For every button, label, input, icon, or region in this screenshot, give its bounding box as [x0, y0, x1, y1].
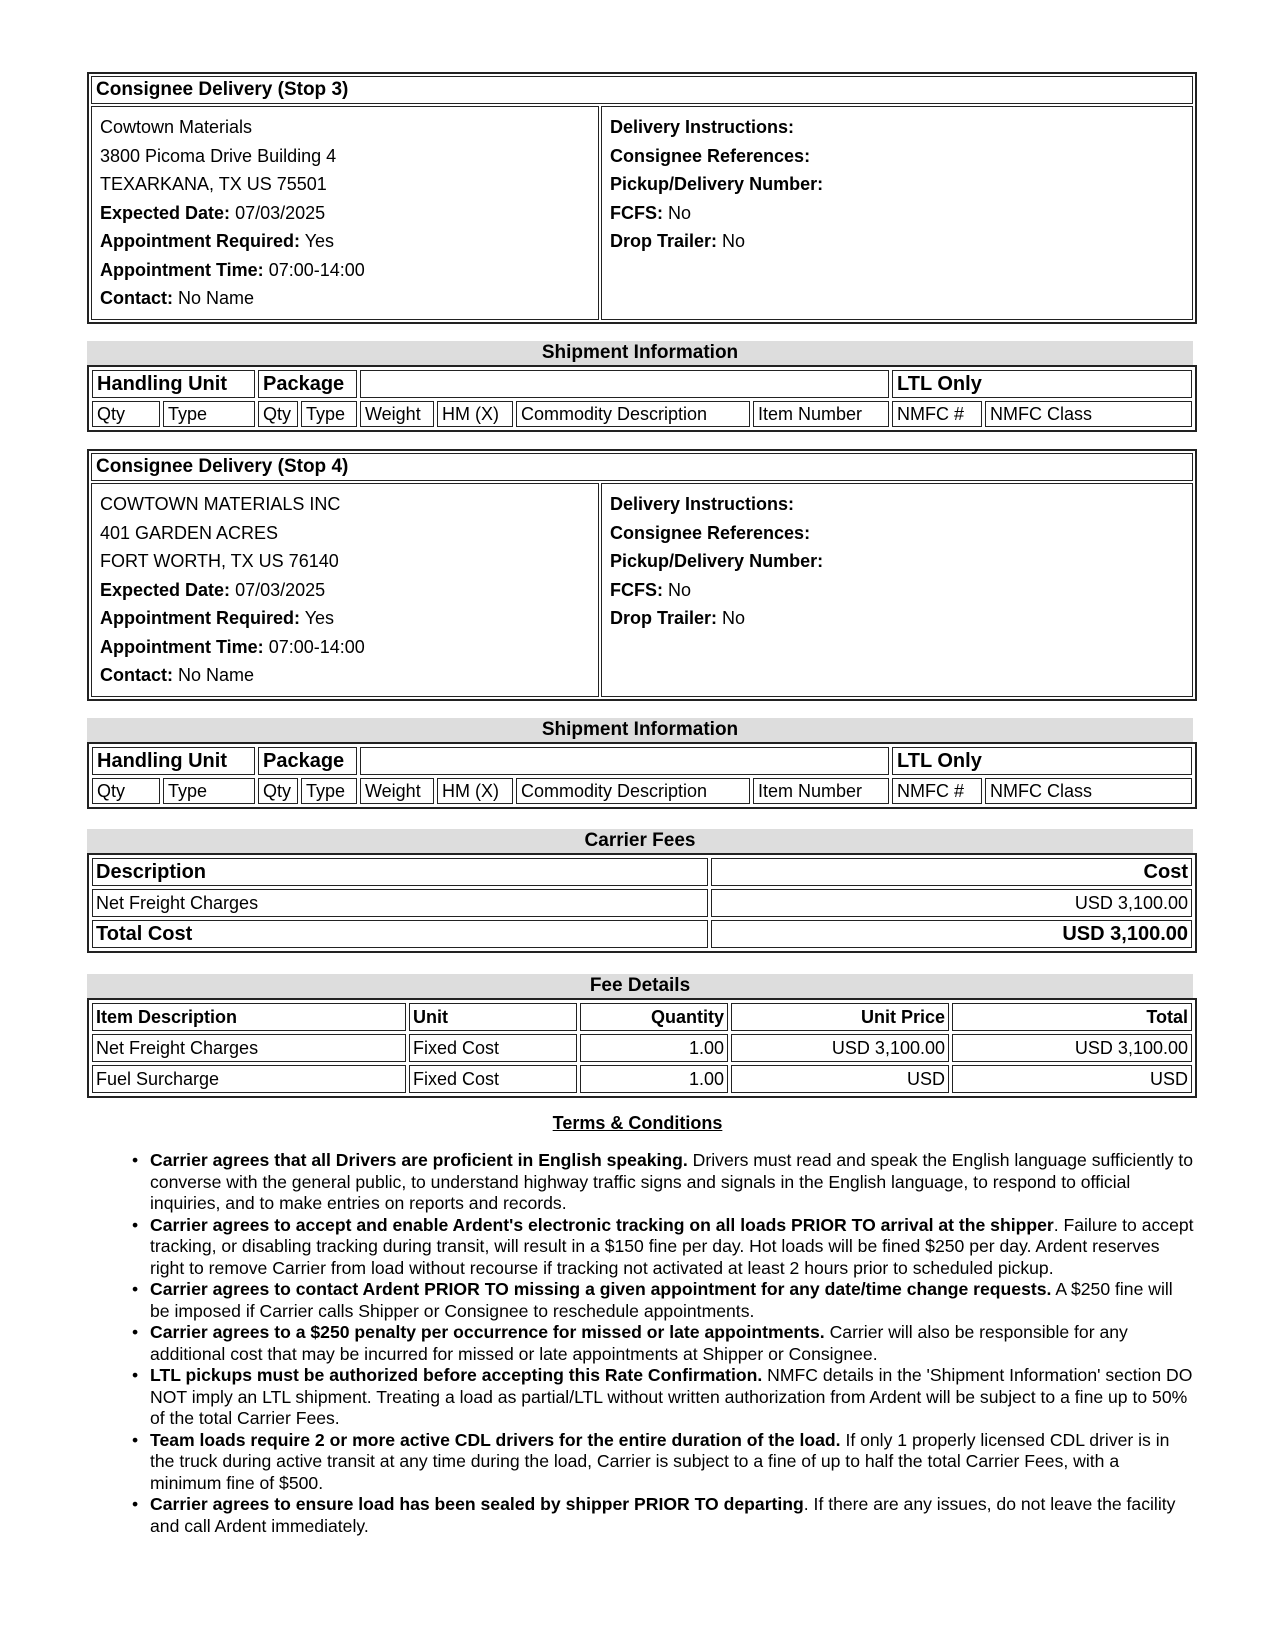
appointment-time: Appointment Time: 07:00-14:00: [100, 636, 365, 657]
total: USD 3,100.00: [952, 1034, 1192, 1062]
list-item: • Carrier agrees to contact Ardent PRIOR TO missing a given appointment for any date/time change requests. A $250 fine will be imposed if Carrier calls Shipper or Consignee to reschedule appointments.: [132, 1279, 1173, 1321]
col-type: Type: [163, 778, 255, 804]
col-commodity: Commodity Description: [516, 778, 750, 804]
fcfs: FCFS: No: [610, 579, 692, 600]
stop-3-address-cell: [91, 106, 599, 320]
ltl-only-header: LTL Only: [892, 747, 1192, 775]
col-item-number: Item Number: [753, 401, 889, 427]
col-package-qty: Qty: [258, 401, 298, 427]
appointment-required: Appointment Required: Yes: [100, 231, 335, 251]
drop-trailer: Drop Trailer: No: [610, 608, 746, 628]
fee-label: Net Freight Charges: [92, 889, 708, 917]
fee-details-bar: Fee Details: [87, 974, 1193, 998]
terms-title: Terms & Conditions: [552, 1113, 723, 1133]
stop-4-block: [87, 449, 1197, 701]
expected-date: Expected Date: 07/03/2025: [100, 202, 326, 223]
col-qty: Qty: [92, 778, 160, 804]
col-cost: Cost: [711, 858, 1192, 886]
bullet-icon: •: [132, 1365, 139, 1385]
list-item: • Carrier agrees to a $250 penalty per occurrence for missed or late appointments. Carrier will also be responsible for any additional cost that may be incurred for missed or late appointments at Shipper or Consignee.: [132, 1322, 1128, 1364]
col-nmfc-class: NMFC Class: [985, 778, 1192, 804]
pickup-delivery-number-label: Pickup/Delivery Number:: [610, 551, 824, 571]
total-cost-label: Total Cost: [92, 920, 708, 948]
appointment-time: Appointment Time: 07:00-14:00: [100, 259, 365, 280]
expected-date: Expected Date: 07/03/2025: [100, 579, 326, 600]
total-cost-value: USD 3,100.00: [711, 920, 1192, 948]
address-line-1: 3800 Picoma Drive Building 4: [100, 145, 337, 166]
fee-details-table: [87, 998, 1197, 1098]
col-item-description: Item Description: [92, 1003, 406, 1031]
stop-4-instructions-cell: [601, 483, 1193, 697]
col-nmfc-number: NMFC #: [892, 401, 982, 427]
col-unit: Unit: [409, 1003, 577, 1031]
shipment-info-bar-2: Shipment Information: [87, 718, 1193, 742]
bullet-icon: •: [132, 1150, 139, 1170]
blank-header: [360, 747, 889, 775]
list-item: • LTL pickups must be authorized before accepting this Rate Confirmation. NMFC details in the 'Shipment Information' section DO NOT imply an LTL shipment. Treating a load as partial/LTL without written authorization from Ardent will be subject to a fine up to 50% of the total Carrier Fees.: [132, 1365, 1193, 1428]
contact: Contact: No Name: [100, 665, 255, 685]
col-package-qty: Qty: [258, 778, 298, 804]
pickup-delivery-number-label: Pickup/Delivery Number:: [610, 174, 824, 194]
quantity: 1.00: [580, 1065, 728, 1093]
fcfs: FCFS: No: [610, 202, 692, 223]
col-item-number: Item Number: [753, 778, 889, 804]
item-description: Net Freight Charges: [92, 1034, 406, 1062]
handling-unit-header: Handling Unit: [92, 370, 255, 398]
col-qty: Qty: [92, 401, 160, 427]
col-type: Type: [163, 401, 255, 427]
consignee-references-label: Consignee References:: [610, 522, 811, 543]
bullet-icon: •: [132, 1494, 139, 1514]
handling-unit-header: Handling Unit: [92, 747, 255, 775]
package-header: Package: [258, 747, 357, 775]
bullet-icon: •: [132, 1214, 139, 1235]
address-line-2: TEXARKANA, TX US 75501: [100, 174, 327, 194]
unit-price: USD 3,100.00: [731, 1034, 949, 1062]
bullet-icon: •: [132, 1322, 139, 1342]
unit: Fixed Cost: [409, 1065, 577, 1093]
carrier-fees-bar: Carrier Fees: [87, 829, 1193, 853]
consignee-references-label: Consignee References:: [610, 145, 811, 166]
package-header: Package: [258, 370, 357, 398]
address-line-2: FORT WORTH, TX US 76140: [100, 551, 339, 571]
bullet-icon: •: [132, 1279, 139, 1299]
ltl-only-header: LTL Only: [892, 370, 1192, 398]
col-nmfc-class: NMFC Class: [985, 401, 1192, 427]
carrier-fees-table: [87, 853, 1197, 953]
col-nmfc-number: NMFC #: [892, 778, 982, 804]
col-package-type: Type: [301, 778, 357, 804]
address-line-1: 401 GARDEN ACRES: [100, 522, 279, 543]
appointment-required: Appointment Required: Yes: [100, 608, 335, 628]
total: USD: [952, 1065, 1192, 1093]
contact: Contact: No Name: [100, 288, 255, 308]
table-row: [92, 1034, 1192, 1062]
quantity: 1.00: [580, 1034, 728, 1062]
delivery-instructions-label: Delivery Instructions:: [610, 494, 795, 514]
delivery-instructions-label: Delivery Instructions:: [610, 117, 795, 137]
stop-3-block: [87, 72, 1197, 324]
list-item: • Team loads require 2 or more active CDL drivers for the entire duration of the load. If only 1 properly licensed CDL driver is in the truck during active transit at any time during the load, Carrier is subject to a fine of up to half the total Carrier Fees, with a minimum fine of $500.: [132, 1429, 1170, 1493]
stop-3-instructions-cell: [601, 106, 1193, 320]
col-hm: HM (X): [437, 401, 513, 427]
fee-cost: USD 3,100.00: [711, 889, 1192, 917]
shipment-table-1: [87, 365, 1197, 432]
list-item: • Carrier agrees that all Drivers are proficient in English speaking. Drivers must read and speak the English language sufficiently to converse with the general public, to understand highway traffic signs and signals in the English language, to respond to official inquiries, and to make entries on reports and records.: [132, 1150, 1194, 1213]
col-package-type: Type: [301, 401, 357, 427]
col-total: Total: [952, 1003, 1192, 1031]
list-item: • Carrier agrees to ensure load has been sealed by shipper PRIOR TO departing. If there are any issues, do not leave the facility and call Ardent immediately.: [132, 1494, 1176, 1536]
shipment-table-2: [87, 742, 1197, 809]
col-quantity: Quantity: [580, 1003, 728, 1031]
terms-list: [132, 1150, 1195, 1537]
unit-price: USD: [731, 1065, 949, 1093]
stop-3-title: Consignee Delivery (Stop 3): [91, 76, 1193, 104]
consignee-name: Cowtown Materials: [100, 117, 253, 137]
blank-header: [360, 370, 889, 398]
list-item: • Carrier agrees to accept and enable Ardent's electronic tracking on all loads PRIOR TO arrival at the shipper. Failure to accept tracking, or disabling tracking during transit, will result in a $150 fine per day. Hot loads will be fined $250 per day. Ardent reserves right to remove Carrier from load without recourse if tracking not activated at least 2 hours prior to scheduled pickup.: [132, 1214, 1194, 1278]
consignee-name: COWTOWN MATERIALS INC: [100, 494, 341, 514]
col-commodity: Commodity Description: [516, 401, 750, 427]
bullet-icon: •: [132, 1429, 139, 1450]
shipment-info-bar-1: Shipment Information: [87, 341, 1193, 365]
drop-trailer: Drop Trailer: No: [610, 231, 746, 251]
col-unit-price: Unit Price: [731, 1003, 949, 1031]
table-row: [92, 1065, 1192, 1093]
unit: Fixed Cost: [409, 1034, 577, 1062]
col-description: Description: [92, 858, 708, 886]
col-weight: Weight: [360, 778, 434, 804]
stop-4-address-cell: [91, 483, 599, 697]
item-description: Fuel Surcharge: [92, 1065, 406, 1093]
stop-4-title: Consignee Delivery (Stop 4): [91, 453, 1193, 481]
col-hm: HM (X): [437, 778, 513, 804]
col-weight: Weight: [360, 401, 434, 427]
